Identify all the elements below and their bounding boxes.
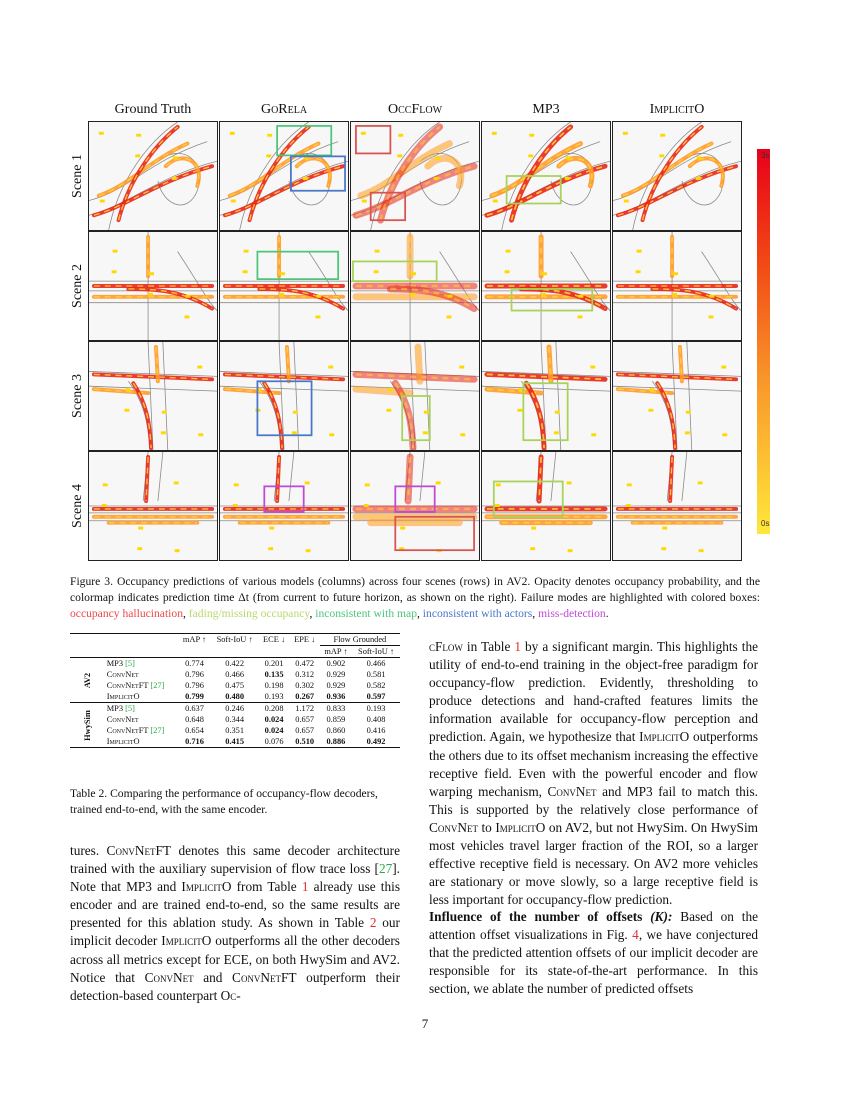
table-2-link[interactable]: 2 [369, 915, 377, 931]
col-header-soft-iou: Soft-IoU ↑ [216, 635, 253, 645]
legend-fading: fading/missing occupancy [188, 607, 310, 620]
citation-link[interactable]: 27 [378, 861, 393, 877]
colorbar-top-label: 3s [761, 151, 770, 160]
table-row [70, 658, 400, 670]
time-colorbar [757, 149, 770, 534]
table-cell: 0.198 [264, 681, 284, 690]
table-cell: 0.246 [225, 704, 245, 713]
column-header-occflow: OccFlow [387, 102, 443, 117]
table-cell: 0.466 [225, 670, 245, 679]
scene-4-occflow-panel [350, 451, 480, 561]
table-2 [70, 633, 400, 748]
table-cell: 0.193 [366, 704, 386, 713]
table-row [70, 725, 400, 736]
legend-miss-detection: miss-detection [538, 607, 606, 620]
col-header-fg-map: mAP ↑ [324, 647, 348, 656]
table-cell: 0.582 [366, 681, 386, 690]
table-cell: 0.648 [185, 715, 204, 724]
table-row [70, 680, 400, 691]
col-header-flow-grounded: Flow Grounded [320, 634, 400, 646]
col-header-epe: EPE ↓ [294, 635, 316, 645]
table-cell: 0.799 [185, 692, 204, 701]
table-row [70, 714, 400, 725]
table-row [70, 703, 400, 715]
colorbar-bottom-label: 0s [761, 519, 770, 528]
page-number: 7 [421, 1016, 429, 1031]
section-heading: Influence of the number of offsets [429, 909, 643, 924]
scene-4-implicito-panel [612, 451, 742, 561]
model-name: ConvNet [106, 670, 139, 679]
table-cell: 1.172 [295, 704, 315, 713]
col-header-map: mAP ↑ [182, 635, 207, 645]
failure-box-map [257, 252, 338, 279]
row-label-scene-1: Scene 1 [70, 154, 85, 198]
table-cell: 0.796 [185, 681, 204, 690]
table-cell: 0.936 [326, 692, 346, 701]
table-cell: 0.716 [185, 737, 204, 746]
table-cell: 0.415 [225, 737, 245, 746]
table-cell: 0.886 [326, 737, 346, 746]
failure-box-fading [353, 261, 437, 281]
table-cell: 0.208 [264, 704, 284, 713]
table-cell: 0.929 [326, 681, 346, 690]
table-cell: 0.657 [295, 715, 315, 724]
row-label-scene-4: Scene 4 [70, 484, 85, 528]
scene-3-occflow-panel [350, 341, 480, 451]
table-cell: 0.929 [326, 670, 346, 679]
table-cell: 0.475 [225, 681, 245, 690]
col-header-ece: ECE ↓ [263, 635, 286, 645]
table-cell: 0.480 [225, 692, 245, 701]
scene-3-gorela-panel [219, 341, 349, 451]
scene-3-implicito-panel [612, 341, 742, 451]
table-cell: 0.076 [264, 737, 284, 746]
scene-1-mp3-panel [481, 121, 611, 231]
table-cell: 0.860 [326, 726, 346, 735]
column-header-mp3: MP3 [532, 102, 560, 117]
table-cell: 0.510 [295, 737, 315, 746]
model-name: ConvNetFT [27] [106, 681, 165, 690]
row-label-scene-3: Scene 3 [70, 374, 85, 418]
table-row [70, 691, 400, 703]
table-cell: 0.597 [366, 692, 386, 701]
table-cell: 0.267 [295, 692, 315, 701]
right-column-text: cFlow in Table 1 by a significant margin. This highlights the utility of end-to-end training in the object-free paradigm for occupancy-flow prediction. Evidently, thresholding to produce detections and hand-crafted features limits the information available for occupancy-flow perception and prediction. Again, we hypothesize that ImplicitO outperforms the others due to its offset mechanism increasing the effective receptive field. Even with the powerful encoder and flow warping mechanism, ConvNet and MP3 fail to match this. This is supported by the relatively close performance of ConvNet to ImplicitO on AV2, but not HwySim. On HwySim most vehicles travel larger fraction of the ROI, so a larger effective receptive field is necessary. On AV2 more vehicles are stationary or move slowly, so a large receptive field is less important for occupancy-flow prediction. [429, 639, 758, 908]
model-name: ConvNet [106, 715, 139, 724]
table-cell: 0.902 [326, 659, 346, 668]
table-1-link[interactable]: 1 [301, 879, 309, 895]
table-cell: 0.472 [295, 659, 315, 668]
table-cell: 0.135 [264, 670, 284, 679]
column-header-ground-truth: Ground Truth [114, 102, 192, 117]
table-cell: 0.344 [225, 715, 245, 724]
table-cell: 0.466 [366, 659, 386, 668]
scene-2-implicito-panel [612, 231, 742, 341]
group-label: HwySim [82, 709, 92, 741]
scene-4-mp3-panel [481, 451, 611, 561]
table-cell: 0.581 [366, 670, 386, 679]
scene-4-ground-truth-panel [88, 451, 218, 561]
table-1-link[interactable]: 1 [514, 639, 522, 654]
table-cell: 0.201 [264, 659, 284, 668]
row-label-scene-2: Scene 2 [70, 264, 85, 308]
table-cell: 0.302 [295, 681, 315, 690]
scene-2-occflow-panel [350, 231, 480, 341]
figure-caption: Figure 3. Occupancy predictions of various models (columns) across four scenes (rows) in AV2. Opacity denotes occupancy probability, and the colormap indicates prediction time Δt (from current to future horizon, as shown on the right). Failure modes are highlighted with colored boxes: occupancy hallucination, fading/missing occupancy, inconsistent with map, inconsistent with actors, miss-detection. [70, 575, 760, 620]
scene-2-mp3-panel [481, 231, 611, 341]
scene-4-gorela-panel [219, 451, 349, 561]
table-cell: 0.312 [295, 670, 315, 679]
table-cell: 0.657 [295, 726, 315, 735]
legend-map: inconsistent with map [315, 607, 417, 620]
scene-2-gorela-panel [219, 231, 349, 341]
scene-1-ground-truth-panel [88, 121, 218, 231]
results-table [70, 633, 400, 748]
group-label: AV2 [82, 672, 92, 688]
table-cell: 0.193 [264, 692, 284, 701]
legend-actors: inconsistent with actors [422, 607, 533, 620]
table-cell: 0.422 [225, 659, 245, 668]
scene-1-occflow-panel [350, 121, 480, 231]
table-cell: 0.024 [264, 726, 284, 735]
table-cell: 0.024 [264, 715, 284, 724]
table-caption: Table 2. Comparing the performance of occupancy-flow decoders, trained end-to-end, with the same encoder. [70, 787, 378, 816]
column-header-gorela: GoRela [260, 102, 308, 117]
table-cell: 0.796 [185, 670, 204, 679]
model-name: ImplicitO [106, 737, 140, 746]
column-header-implicito: ImplicitO [649, 102, 705, 117]
scene-3-mp3-panel [481, 341, 611, 451]
scene-1-implicito-panel [612, 121, 742, 231]
left-column-text: tures. ConvNetFT denotes this same decoder architecture trained with the auxiliary supervision of flow trace loss [27]. Note that MP3 and ImplicitO from Table 1 already use this encoder and are trained end-to-end, so the same results are presented for this ablation study. As shown in Table 2 our implicit decoder ImplicitO outperforms all the other decoders across all metrics except for ECE, on both HwySim and AV2. Notice that ConvNet and ConvNetFT outperform their detection-based counterpart Oc- [70, 843, 401, 1003]
model-name: ConvNetFT [27] [106, 726, 165, 735]
table-cell: 0.416 [366, 726, 386, 735]
table-cell: 0.637 [185, 704, 204, 713]
col-header-fg-soft-iou: Soft-IoU ↑ [358, 647, 395, 656]
table-row [70, 736, 400, 748]
scene-1-gorela-panel [219, 121, 349, 231]
table-cell: 0.408 [366, 715, 386, 724]
table-cell: 0.654 [185, 726, 204, 735]
model-name: MP3 [5] [106, 704, 135, 713]
legend-hallucination: occupancy hallucination [70, 607, 183, 620]
scene-3-ground-truth-panel [88, 341, 218, 451]
table-cell: 0.833 [326, 704, 346, 713]
table-cell: 0.774 [185, 659, 204, 668]
scene-2-ground-truth-panel [88, 231, 218, 341]
model-name: ImplicitO [106, 692, 140, 701]
table-cell: 0.859 [326, 715, 346, 724]
table-cell: 0.492 [366, 737, 386, 746]
figure-4-link[interactable]: 4 [632, 927, 639, 943]
offsets-paragraph: Influence of the number of offsets (K): Based on the attention offset visualizations in Fig. 4, we have conjectured that the predicted attention offsets of our implicit decoder are responsible for its state-of-the-art performance. In this section, we ablate the number of predicted offsets [429, 909, 758, 997]
failure-box-hallucination [356, 126, 390, 153]
table-row [70, 669, 400, 680]
model-name: MP3 [5] [106, 659, 135, 668]
table-cell: 0.351 [225, 726, 245, 735]
